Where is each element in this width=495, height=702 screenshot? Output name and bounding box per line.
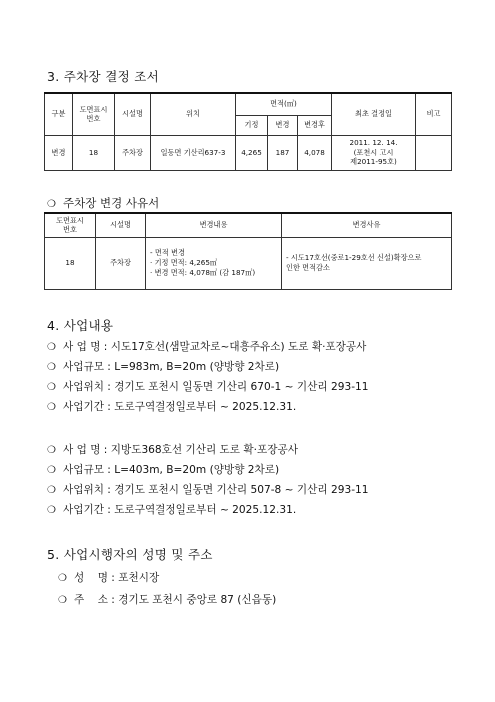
hollow-circle-icon: ❍ bbox=[58, 595, 67, 606]
hollow-circle-icon: ❍ bbox=[47, 505, 56, 516]
list-item: ❍ 사업규모 : L=983m, B=20m (양방향 2차로) bbox=[47, 361, 280, 373]
reason-title bbox=[47, 195, 159, 211]
list-item: ❍ 사업위치 : 경기도 포천시 일동면 기산리 670-1 ~ 기산리 293-11 bbox=[47, 381, 369, 393]
header-location: 위치 bbox=[151, 93, 236, 135]
header-area-change: 변경 bbox=[268, 115, 298, 135]
cell-area-after: 4,078 bbox=[298, 135, 332, 170]
list-item: ❍ 성 명 : 포천시장 bbox=[58, 572, 160, 584]
cell-domyeon: 18 bbox=[73, 135, 115, 170]
cell-content: - 면적 변경 · 기정 면적: 4,265㎡ · 변경 면적: 4,078㎡ (감 187㎡) bbox=[146, 237, 282, 289]
table-row bbox=[45, 237, 452, 289]
cell-facility: 주차장 bbox=[115, 135, 151, 170]
cell-area-orig: 4,265 bbox=[236, 135, 268, 170]
section4-title: 4. 사업내용 bbox=[47, 318, 114, 333]
cell-reason: - 시도17호선(중로1-29호선 신설)확장으로 인한 면적감소 bbox=[282, 237, 452, 289]
cell-remark bbox=[416, 135, 452, 170]
list-item: ❍ 사업기간 : 도로구역결정일로부터 ~ 2025.12.31. bbox=[47, 504, 297, 516]
list-item: ❍ 사업규모 : L=403m, B=20m (양방향 2차로) bbox=[47, 464, 280, 476]
cell-domyeon: 18 bbox=[45, 237, 96, 289]
hollow-circle-icon: ❍ bbox=[47, 465, 56, 476]
cell-facility: 주차장 bbox=[96, 237, 146, 289]
hollow-circle-icon: ❍ bbox=[47, 402, 56, 413]
header-remark: 비고 bbox=[416, 93, 452, 135]
list-item: ❍ 사업기간 : 도로구역결정일로부터 ~ 2025.12.31. bbox=[47, 401, 297, 413]
hollow-circle-icon: ❍ bbox=[47, 362, 56, 373]
header-area: 면적(㎡) bbox=[236, 93, 332, 115]
list-item: ❍ 사업위치 : 경기도 포천시 일동면 기산리 507-8 ~ 기산리 293-11 bbox=[47, 484, 369, 496]
header-reason: 변경사유 bbox=[282, 213, 452, 237]
hollow-circle-icon: ❍ bbox=[47, 342, 56, 353]
hollow-circle-icon: ❍ bbox=[58, 573, 67, 584]
list-item: ❍ 주 소 : 경기도 포천시 중앙로 87 (신읍동) bbox=[58, 594, 277, 606]
header-content: 변경내용 bbox=[146, 213, 282, 237]
section5-title: 5. 사업시행자의 성명 및 주소 bbox=[47, 547, 213, 562]
hollow-circle-icon: ❍ bbox=[47, 445, 56, 456]
hollow-circle-icon: ❍ bbox=[47, 199, 56, 210]
cell-date: 2011. 12. 14. (포천시 고시 제2011-95호) bbox=[332, 135, 416, 170]
list-item: ❍ 사 업 명 : 시도17호선(샘말교차로~대흥주유소) 도로 확·포장공사 bbox=[47, 341, 367, 353]
cell-gubun: 변경 bbox=[45, 135, 73, 170]
header-facility: 시설명 bbox=[96, 213, 146, 237]
header-domyeon: 도면표시 번호 bbox=[45, 213, 96, 237]
parking-change-reason-table bbox=[44, 212, 452, 290]
header-area-orig: 기정 bbox=[236, 115, 268, 135]
cell-area-change: 187 bbox=[268, 135, 298, 170]
section3-title: 3. 주차장 결정 조서 bbox=[47, 69, 159, 84]
table-row bbox=[45, 135, 452, 170]
reason-title-text: 주차장 변경 사유서 bbox=[63, 196, 160, 210]
header-area-after: 변경후 bbox=[298, 115, 332, 135]
cell-location: 일동면 기산리637-3 bbox=[151, 135, 236, 170]
header-domyeon: 도면표시 번호 bbox=[73, 93, 115, 135]
parking-decision-table bbox=[44, 92, 452, 171]
header-gubun: 구분 bbox=[45, 93, 73, 135]
header-date: 최초 결정일 bbox=[332, 93, 416, 135]
hollow-circle-icon: ❍ bbox=[47, 382, 56, 393]
header-facility: 시설명 bbox=[115, 93, 151, 135]
list-item: ❍ 사 업 명 : 지방도368호선 기산리 도로 확·포장공사 bbox=[47, 444, 298, 456]
hollow-circle-icon: ❍ bbox=[47, 485, 56, 496]
